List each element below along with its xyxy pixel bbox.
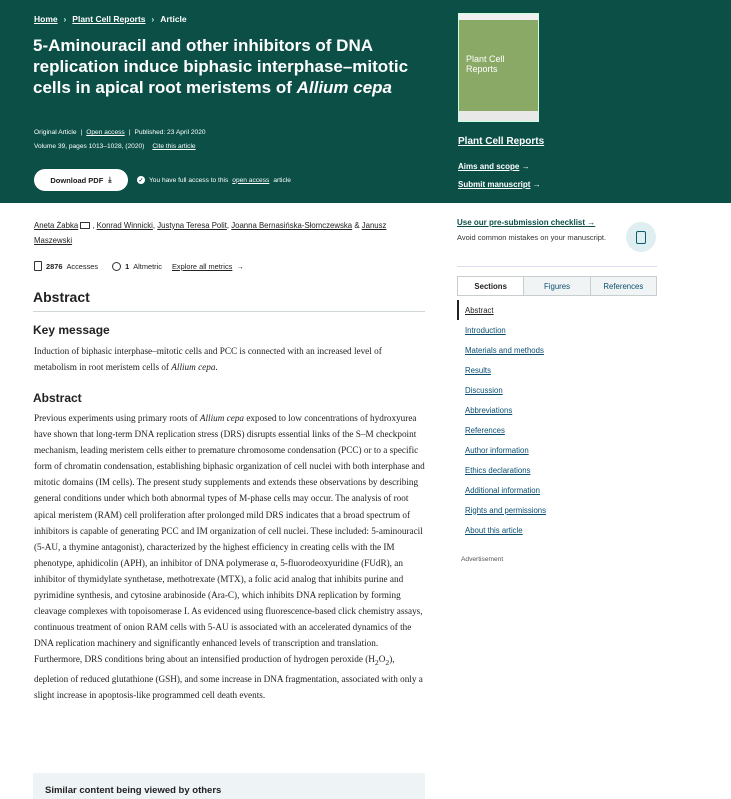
download-icon: ⤓ <box>108 175 112 184</box>
altmetric-count: 1 <box>125 261 130 271</box>
access-notice <box>137 176 291 184</box>
abstract-body-3: ), depletion of reduced glutathione (GSH), and some increase in DNA fragmentation, associated with only a slight increase in apoptosis-like programmed cell death events. <box>34 654 423 701</box>
accesses-label: Accesses <box>66 261 99 271</box>
meta-separator: | <box>128 129 131 136</box>
altmetric-icon <box>112 262 121 271</box>
download-pdf-label: Download PDF <box>50 175 104 185</box>
breadcrumb <box>34 14 187 24</box>
arrow-right-icon: → <box>521 162 530 171</box>
similar-content-heading: Similar content being viewed by others <box>45 785 222 796</box>
aims-scope-label: Aims and scope <box>458 162 520 171</box>
checklist-label: Use our pre-submission checklist <box>457 218 586 227</box>
checklist-description: Avoid common mistakes on your manuscript. <box>457 233 607 242</box>
article-metrics <box>34 261 244 271</box>
toc-item-rights-and-permissions[interactable]: Rights and permissions <box>465 505 547 515</box>
divider <box>33 311 425 312</box>
published-date: Published: 23 April 2020 <box>134 129 206 136</box>
toc-item-abstract[interactable]: Abstract <box>457 300 657 320</box>
author-separator: & <box>354 221 360 230</box>
altmetric-label: Altmetric <box>133 261 162 271</box>
toc-item-author-information[interactable]: Author information <box>465 445 529 455</box>
journal-cover-image[interactable] <box>458 13 539 122</box>
toc-item-additional-information[interactable]: Additional information <box>465 485 540 495</box>
abstract-heading: Abstract <box>33 289 90 305</box>
toc-item-discussion[interactable]: Discussion <box>465 385 503 395</box>
chevron-right-icon: › <box>151 14 155 24</box>
article-title-species: Allium cepa <box>296 78 393 97</box>
author-link[interactable]: Konrad Winnicki <box>96 221 153 230</box>
author-link[interactable]: Justyna Teresa Polit <box>157 221 227 230</box>
aims-scope-link[interactable] <box>458 162 530 171</box>
article-header <box>0 0 731 203</box>
checklist-link[interactable] <box>457 218 595 227</box>
submit-manuscript-label: Submit manuscript <box>458 180 531 189</box>
explore-metrics-link[interactable]: Explore all metrics <box>171 261 233 271</box>
article-title-text: 5-Aminouracil and other inhibitors of DNA replication induce biphasic interphase–mitotic cells in apical root meristems of <box>33 36 409 97</box>
subscript: 2 <box>385 658 390 668</box>
key-message-body: Induction of biphasic interphase–mitotic cells and PCC is connected with an increased level of metabolism in root meristem cells of <box>34 346 382 372</box>
tab-figures[interactable]: Figures <box>523 277 589 295</box>
toc-item-abbreviations[interactable]: Abbreviations <box>465 405 513 415</box>
breadcrumb-home-link[interactable]: Home <box>34 14 58 24</box>
open-access-link[interactable]: Open access <box>86 129 125 136</box>
article-meta-line <box>34 129 206 136</box>
journal-name-link[interactable]: Plant Cell Reports <box>458 136 545 147</box>
toc-item-references[interactable]: References <box>465 425 505 435</box>
author-link[interactable]: Joanna Bernasińska-Słomczewska <box>231 221 353 230</box>
meta-separator: | <box>80 129 83 136</box>
submit-manuscript-link[interactable] <box>458 180 541 189</box>
breadcrumb-journal-link[interactable]: Plant Cell Reports <box>72 14 146 24</box>
tab-sections[interactable]: Sections <box>458 277 523 295</box>
author-link[interactable]: Janusz Maszewski <box>34 221 387 245</box>
download-pdf-button[interactable] <box>34 169 128 191</box>
key-message-species: Allium cepa <box>171 362 216 372</box>
arrow-right-icon: → <box>236 261 244 271</box>
key-message-heading: Key message <box>33 323 110 337</box>
divider <box>457 266 657 267</box>
access-text-end: article <box>273 176 291 184</box>
sections-nav <box>457 300 657 540</box>
subscript: 2 <box>374 658 379 668</box>
key-message-end: . <box>215 362 218 372</box>
key-message-text <box>34 343 426 375</box>
abstract-formula-o: O <box>378 654 386 665</box>
abstract-body-1: Previous experiments using primary roots of <box>34 413 200 423</box>
check-circle-icon: ✓ <box>138 177 144 184</box>
cover-title: Plant Cell Reports <box>466 54 505 74</box>
abstract-text <box>34 410 426 704</box>
toc-item-about-this-article[interactable]: About this article <box>465 525 523 535</box>
email-icon[interactable] <box>80 222 90 229</box>
arrow-right-icon: → <box>532 180 541 189</box>
article-citation-line <box>34 143 196 150</box>
toc-item-ethics-declarations[interactable]: Ethics declarations <box>465 465 531 475</box>
similar-content-box <box>33 773 425 799</box>
author-link[interactable]: Aneta Żabka <box>34 221 79 230</box>
toc-item-materials-and-methods[interactable]: Materials and methods <box>465 345 544 355</box>
tab-references[interactable]: References <box>590 277 656 295</box>
cite-link[interactable]: Cite this article <box>152 143 196 150</box>
clipboard-check-icon <box>626 222 656 252</box>
breadcrumb-current: Article <box>160 14 187 24</box>
toc-item-introduction[interactable]: Introduction <box>465 325 506 335</box>
accesses-icon <box>34 261 42 271</box>
abstract-subheading: Abstract <box>33 391 82 405</box>
access-text: You have full access to this <box>149 176 229 184</box>
accesses-count: 2876 <box>46 261 63 271</box>
arrow-right-icon: → <box>587 218 596 227</box>
abstract-body-2: exposed to low concentrations of hydroxyurea have shown that long-term DNA replication stress (DRS) disrupts essential links of the S–M checkpoint mechanism, leading meristem cells either to premature chromosome condensation (PCC) or to a specific form of chromatin condensation, establishing biphasic organization of cell nuclei with both interphase and mitotic domains (IM cells). The present study supplements and extends these observations by describing general conditions under which both abnormal types of M-phase cells may occur. The analysis of root apical meristem (RAM) cell proliferation after prolonged mild DRS indicates that a broad spectrum of inhibitors is capable of generating PCC and IM organization of cell nuclei. These included: 5-aminouracil (5-AU, a thymine antagonist), characterized by the highest efficiency in creating cells with the IM phenotype, aphidicolin (APH), an inhibitor of DNA polymerase α, 5-fluorodeoxyuridine (FUdR), an inhibitor of thymidylate synthetase, methotrexate (MTX), a folic acid analog that inhibits purine and pyrimidine synthesis, and cytosine arabinoside (Ara-C), which inhibits DNA replication by forming cleavage complexes with topoisomerase I. As evidenced using fluorescence-based click chemistry assays, continuous treatment of onion RAM cells with 5-AU is associated with an accelerated dynamics of the DNA replication machinery and significantly enhanced levels of transcription and translation. Furthermore, DRS conditions bring about an intensified production of hydrogen peroxide (H <box>34 413 425 665</box>
article-title <box>33 35 428 98</box>
volume-info: Volume 39, pages 1013–1028, (2020) <box>34 143 145 150</box>
toc-item-results[interactable]: Results <box>465 365 491 375</box>
author-list: Aneta Żabka , Konrad Winnicki, Justyna Teresa Polit, Joanna Bernasińska-Słomczewska & Janusz Maszewski <box>34 221 387 245</box>
advertisement-label: Advertisement <box>461 556 504 563</box>
sidebar-tabs <box>457 276 657 296</box>
article-type: Original Article <box>34 129 77 136</box>
access-open-access-link[interactable]: open access <box>232 176 270 184</box>
abstract-species: Allium cepa <box>199 413 245 423</box>
chevron-right-icon: › <box>63 14 67 24</box>
